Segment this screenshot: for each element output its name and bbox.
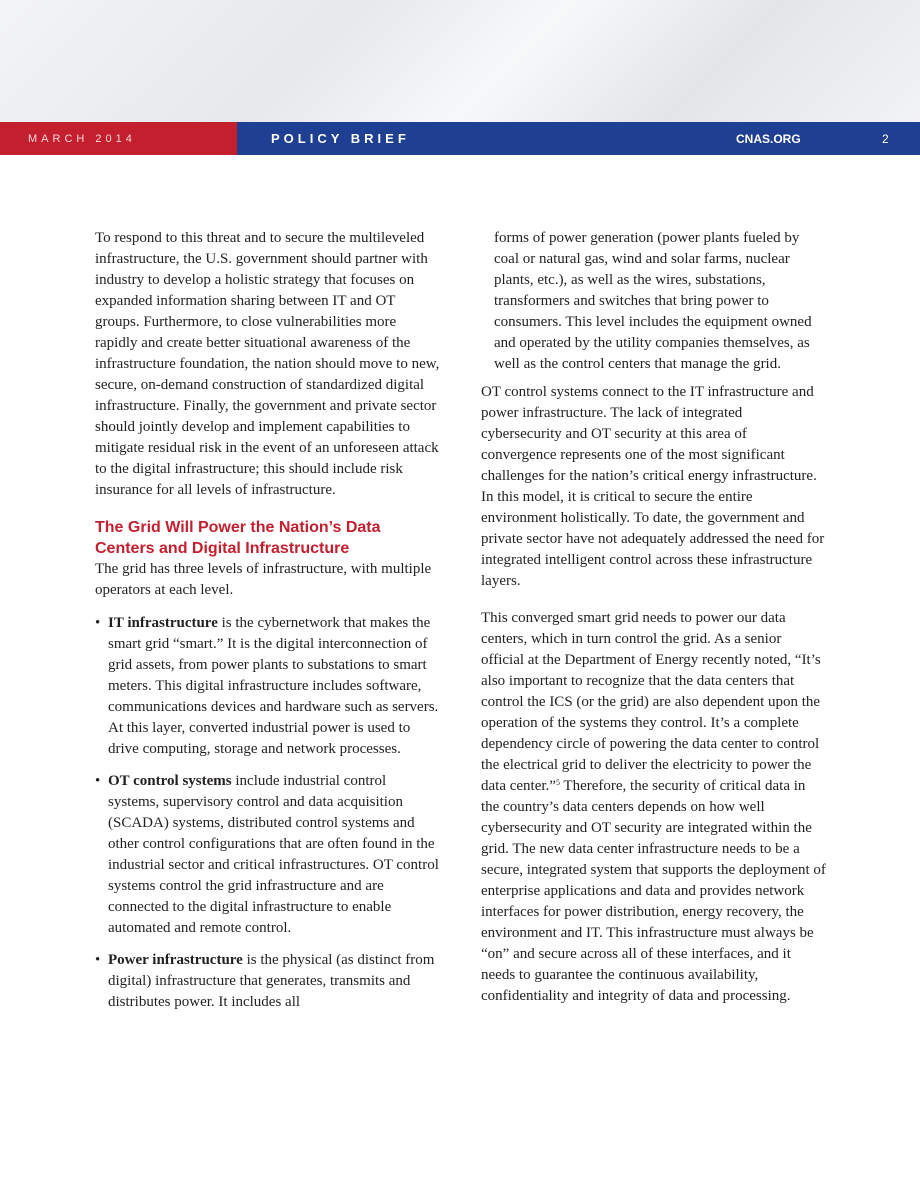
page-number: 2: [882, 132, 889, 146]
section-lead-paragraph: The grid has three levels of infrastructure, with multiple operators at each level.: [95, 561, 432, 598]
section-heading: The Grid Will Power the Nation’s Data Centers and Digital Infrastructure: [95, 519, 381, 557]
body-paragraph: [481, 608, 826, 1007]
left-column: [95, 228, 440, 1024]
list-item-term: Power infrastructure: [108, 952, 243, 968]
list-item-text: is the physical (as distinct from digital) infrastructure that generates, transmits and distributes power. It includes all: [108, 952, 435, 1010]
footnote-marker[interactable]: 5: [555, 778, 560, 787]
header-right-band: [237, 122, 920, 155]
list-item-text: include industrial control systems, supervisory control and data acquisition (SCADA) systems, distributed control systems and other control configurations that are often found in the industrial sector and critical infrastructures. OT control systems control the grid infrastructure and are connected to the digital infrastructure to enable automated and remote control.: [108, 773, 439, 936]
header-series-title: POLICY BRIEF: [271, 131, 410, 146]
list-item: [95, 950, 440, 1013]
body-paragraph: OT control systems connect to the IT infrastructure and power infrastructure. The lack of integrated cybersecurity and OT security at this area of convergence represents one of the most significant challenges for the nation’s critical energy infrastructure. In this model, it is critical to secure the entire environment holistically. To date, the government and private sector have not adequately addressed the need for integrated intelligent control across these infrastructure layers.: [481, 384, 825, 589]
header-date: MARCH 2014: [0, 122, 237, 155]
quote-text: This converged smart grid needs to power our data centers, which in turn control the grid. As a senior official at the Department of Energy recently noted, “It’s also important to recognize that the data centers that control the ICS (or the grid) are also dependent upon the operation of the systems they control. It’s a complete dependency circle of powering the data center to control the electrical grid to deliver the electricity to power the data center.”: [481, 610, 821, 794]
list-item-continuation: forms of power generation (power plants fueled by coal or natural gas, wind and solar farms, nuclear plants, etc.), as well as the wires, substations, transformers and switches that bring power to consumers. This level includes the equipment owned and operated by the utility companies themselves, as well as the control centers that manage the grid.: [494, 230, 812, 372]
list-item: [95, 613, 440, 760]
header-background-image: [0, 0, 920, 122]
list-item-term: OT control systems: [108, 773, 232, 789]
right-column: [481, 228, 826, 1007]
intro-paragraph: To respond to this threat and to secure the multileveled infrastructure, the U.S. government should partner with industry to develop a holistic strategy that focuses on expanded information sharing between IT and OT groups. Furthermore, to close vulnerabilities more rapidly and create better situational awareness of the infrastructure foundation, the nation should move to new, secure, on-demand construction of standardized digital infrastructure. Finally, the government and private sector should jointly develop and implement capabilities to mitigate residual risk in the event of an unforeseen attack to the digital infrastructure; this should include risk insurance for all levels of infrastructure.: [95, 230, 440, 498]
list-item-text: is the cybernetwork that makes the smart grid “smart.” It is the digital interconnection of grid assets, from power plants to substations to smart meters. This digital infrastructure includes software, communications devices and hardware such as servers. At this layer, converted industrial power is used to drive computing, storage and network processes.: [108, 615, 439, 757]
body-text: Therefore, the security of critical data in the country’s data centers depends on how well cybersecurity and OT security are integrated within the grid. The new data center infrastructure needs to be a secure, integrated system that supports the deployment of enterprise applications and data and provides network interfaces for power distribution, energy recovery, the environment and IT. This infrastructure must always be “on” and secure across all of these interfaces, and it needs to guarantee the continuous availability, confidentiality and integrity of data and processing.: [481, 778, 826, 1004]
header-bar: [0, 122, 920, 155]
list-item-term: IT infrastructure: [108, 615, 218, 631]
header-site-link[interactable]: CNAS.ORG: [736, 132, 801, 146]
list-item: [95, 771, 440, 939]
infrastructure-levels-list: [95, 613, 440, 1013]
